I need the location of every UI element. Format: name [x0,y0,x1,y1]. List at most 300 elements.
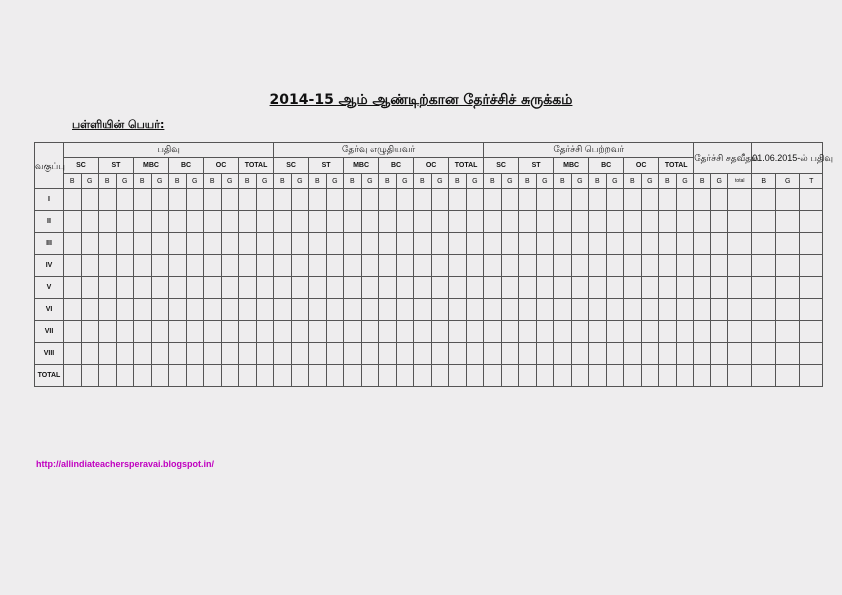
entry-cell[interactable] [519,365,537,387]
entry-cell[interactable] [291,233,309,255]
entry-cell[interactable] [116,211,134,233]
entry-cell[interactable] [344,189,362,211]
entry-cell[interactable] [752,343,776,365]
entry-cell[interactable] [606,255,624,277]
entry-cell[interactable] [624,189,642,211]
entry-cell[interactable] [221,189,239,211]
entry-cell[interactable] [344,299,362,321]
entry-cell[interactable] [151,189,169,211]
entry-cell[interactable] [501,277,519,299]
entry-cell[interactable] [711,277,728,299]
entry-cell[interactable] [204,299,222,321]
entry-cell[interactable] [361,321,379,343]
entry-cell[interactable] [99,365,117,387]
entry-cell[interactable] [221,211,239,233]
entry-cell[interactable] [641,365,659,387]
entry-cell[interactable] [776,277,800,299]
entry-cell[interactable] [484,299,502,321]
entry-cell[interactable] [396,321,414,343]
entry-cell[interactable] [606,189,624,211]
entry-cell[interactable] [659,233,677,255]
entry-cell[interactable] [554,189,572,211]
entry-cell[interactable] [81,365,99,387]
entry-cell[interactable] [396,299,414,321]
entry-cell[interactable] [484,365,502,387]
entry-cell[interactable] [431,299,449,321]
entry-cell[interactable] [752,211,776,233]
entry-cell[interactable] [64,211,82,233]
entry-cell[interactable] [711,299,728,321]
entry-cell[interactable] [186,321,204,343]
entry-cell[interactable] [134,233,152,255]
entry-cell[interactable] [396,233,414,255]
entry-cell[interactable] [536,255,554,277]
entry-cell[interactable] [752,189,776,211]
entry-cell[interactable] [466,321,484,343]
entry-cell[interactable] [676,343,694,365]
entry-cell[interactable] [694,277,711,299]
entry-cell[interactable] [571,189,589,211]
entry-cell[interactable] [711,233,728,255]
entry-cell[interactable] [274,211,292,233]
entry-cell[interactable] [396,343,414,365]
entry-cell[interactable] [274,255,292,277]
entry-cell[interactable] [81,299,99,321]
entry-cell[interactable] [624,277,642,299]
entry-cell[interactable] [309,233,327,255]
entry-cell[interactable] [99,277,117,299]
entry-cell[interactable] [641,277,659,299]
entry-cell[interactable] [589,299,607,321]
entry-cell[interactable] [800,211,823,233]
entry-cell[interactable] [694,343,711,365]
entry-cell[interactable] [309,277,327,299]
entry-cell[interactable] [589,189,607,211]
entry-cell[interactable] [501,299,519,321]
entry-cell[interactable] [659,211,677,233]
entry-cell[interactable] [466,343,484,365]
entry-cell[interactable] [536,299,554,321]
entry-cell[interactable] [379,343,397,365]
entry-cell[interactable] [221,233,239,255]
entry-cell[interactable] [256,277,274,299]
entry-cell[interactable] [221,365,239,387]
entry-cell[interactable] [379,255,397,277]
entry-cell[interactable] [659,255,677,277]
entry-cell[interactable] [186,255,204,277]
entry-cell[interactable] [309,211,327,233]
entry-cell[interactable] [169,343,187,365]
entry-cell[interactable] [466,211,484,233]
entry-cell[interactable] [239,277,257,299]
entry-cell[interactable] [624,211,642,233]
entry-cell[interactable] [116,233,134,255]
entry-cell[interactable] [589,365,607,387]
entry-cell[interactable] [676,255,694,277]
entry-cell[interactable] [134,321,152,343]
entry-cell[interactable] [134,343,152,365]
entry-cell[interactable] [326,321,344,343]
entry-cell[interactable] [501,211,519,233]
entry-cell[interactable] [361,255,379,277]
entry-cell[interactable] [606,211,624,233]
entry-cell[interactable] [431,233,449,255]
entry-cell[interactable] [291,255,309,277]
entry-cell[interactable] [554,365,572,387]
entry-cell[interactable] [554,321,572,343]
entry-cell[interactable] [571,299,589,321]
entry-cell[interactable] [554,299,572,321]
entry-cell[interactable] [309,365,327,387]
entry-cell[interactable] [134,255,152,277]
entry-cell[interactable] [606,343,624,365]
entry-cell[interactable] [186,299,204,321]
entry-cell[interactable] [466,365,484,387]
entry-cell[interactable] [134,299,152,321]
entry-cell[interactable] [800,277,823,299]
entry-cell[interactable] [728,277,752,299]
entry-cell[interactable] [571,211,589,233]
entry-cell[interactable] [151,299,169,321]
entry-cell[interactable] [800,255,823,277]
entry-cell[interactable] [484,233,502,255]
entry-cell[interactable] [414,189,432,211]
entry-cell[interactable] [641,211,659,233]
entry-cell[interactable] [64,233,82,255]
entry-cell[interactable] [256,189,274,211]
entry-cell[interactable] [116,299,134,321]
entry-cell[interactable] [694,299,711,321]
entry-cell[interactable] [379,277,397,299]
entry-cell[interactable] [536,365,554,387]
footer-link[interactable]: http://allindiateachersperavai.blogspot.in/ [36,459,215,469]
entry-cell[interactable] [169,365,187,387]
entry-cell[interactable] [606,299,624,321]
entry-cell[interactable] [776,255,800,277]
entry-cell[interactable] [519,189,537,211]
entry-cell[interactable] [501,343,519,365]
entry-cell[interactable] [116,321,134,343]
entry-cell[interactable] [344,365,362,387]
entry-cell[interactable] [519,321,537,343]
entry-cell[interactable] [116,277,134,299]
entry-cell[interactable] [589,321,607,343]
entry-cell[interactable] [309,321,327,343]
entry-cell[interactable] [81,211,99,233]
entry-cell[interactable] [379,299,397,321]
entry-cell[interactable] [519,299,537,321]
entry-cell[interactable] [676,365,694,387]
entry-cell[interactable] [776,321,800,343]
entry-cell[interactable] [711,365,728,387]
entry-cell[interactable] [676,211,694,233]
entry-cell[interactable] [169,189,187,211]
entry-cell[interactable] [431,365,449,387]
entry-cell[interactable] [752,365,776,387]
entry-cell[interactable] [536,233,554,255]
entry-cell[interactable] [134,211,152,233]
entry-cell[interactable] [274,365,292,387]
entry-cell[interactable] [151,365,169,387]
entry-cell[interactable] [64,321,82,343]
entry-cell[interactable] [431,321,449,343]
entry-cell[interactable] [466,189,484,211]
entry-cell[interactable] [169,211,187,233]
entry-cell[interactable] [776,233,800,255]
entry-cell[interactable] [449,233,467,255]
entry-cell[interactable] [571,233,589,255]
entry-cell[interactable] [81,189,99,211]
entry-cell[interactable] [414,299,432,321]
entry-cell[interactable] [466,255,484,277]
entry-cell[interactable] [536,189,554,211]
entry-cell[interactable] [776,365,800,387]
entry-cell[interactable] [606,277,624,299]
entry-cell[interactable] [641,255,659,277]
entry-cell[interactable] [554,211,572,233]
entry-cell[interactable] [589,233,607,255]
entry-cell[interactable] [169,277,187,299]
entry-cell[interactable] [274,343,292,365]
entry-cell[interactable] [344,277,362,299]
entry-cell[interactable] [291,365,309,387]
entry-cell[interactable] [396,255,414,277]
entry-cell[interactable] [449,189,467,211]
entry-cell[interactable] [466,299,484,321]
entry-cell[interactable] [449,255,467,277]
entry-cell[interactable] [449,299,467,321]
entry-cell[interactable] [694,365,711,387]
entry-cell[interactable] [659,277,677,299]
entry-cell[interactable] [309,299,327,321]
entry-cell[interactable] [624,343,642,365]
entry-cell[interactable] [752,277,776,299]
entry-cell[interactable] [169,321,187,343]
entry-cell[interactable] [99,255,117,277]
entry-cell[interactable] [204,189,222,211]
entry-cell[interactable] [728,211,752,233]
entry-cell[interactable] [501,321,519,343]
entry-cell[interactable] [256,321,274,343]
entry-cell[interactable] [81,321,99,343]
entry-cell[interactable] [571,277,589,299]
entry-cell[interactable] [466,277,484,299]
entry-cell[interactable] [256,255,274,277]
entry-cell[interactable] [536,211,554,233]
entry-cell[interactable] [466,233,484,255]
entry-cell[interactable] [239,321,257,343]
entry-cell[interactable] [379,189,397,211]
entry-cell[interactable] [221,277,239,299]
entry-cell[interactable] [221,255,239,277]
entry-cell[interactable] [431,255,449,277]
entry-cell[interactable] [151,255,169,277]
entry-cell[interactable] [204,233,222,255]
entry-cell[interactable] [752,233,776,255]
entry-cell[interactable] [414,343,432,365]
entry-cell[interactable] [239,233,257,255]
entry-cell[interactable] [64,277,82,299]
entry-cell[interactable] [64,189,82,211]
entry-cell[interactable] [326,211,344,233]
entry-cell[interactable] [589,277,607,299]
entry-cell[interactable] [606,233,624,255]
entry-cell[interactable] [274,189,292,211]
entry-cell[interactable] [204,211,222,233]
entry-cell[interactable] [239,343,257,365]
entry-cell[interactable] [728,189,752,211]
entry-cell[interactable] [134,277,152,299]
entry-cell[interactable] [396,277,414,299]
entry-cell[interactable] [116,255,134,277]
entry-cell[interactable] [326,277,344,299]
entry-cell[interactable] [800,233,823,255]
entry-cell[interactable] [484,343,502,365]
entry-cell[interactable] [776,189,800,211]
entry-cell[interactable] [64,299,82,321]
entry-cell[interactable] [274,233,292,255]
entry-cell[interactable] [151,321,169,343]
entry-cell[interactable] [204,277,222,299]
entry-cell[interactable] [728,321,752,343]
entry-cell[interactable] [641,343,659,365]
entry-cell[interactable] [326,365,344,387]
entry-cell[interactable] [344,321,362,343]
entry-cell[interactable] [361,277,379,299]
entry-cell[interactable] [776,299,800,321]
entry-cell[interactable] [309,343,327,365]
entry-cell[interactable] [571,343,589,365]
entry-cell[interactable] [99,211,117,233]
entry-cell[interactable] [800,343,823,365]
entry-cell[interactable] [204,343,222,365]
entry-cell[interactable] [676,299,694,321]
entry-cell[interactable] [449,211,467,233]
entry-cell[interactable] [484,277,502,299]
entry-cell[interactable] [571,255,589,277]
entry-cell[interactable] [676,277,694,299]
entry-cell[interactable] [641,233,659,255]
entry-cell[interactable] [624,255,642,277]
entry-cell[interactable] [204,255,222,277]
entry-cell[interactable] [239,211,257,233]
entry-cell[interactable] [414,255,432,277]
entry-cell[interactable] [414,277,432,299]
entry-cell[interactable] [361,233,379,255]
entry-cell[interactable] [519,255,537,277]
entry-cell[interactable] [116,343,134,365]
entry-cell[interactable] [134,189,152,211]
entry-cell[interactable] [221,299,239,321]
entry-cell[interactable] [589,255,607,277]
entry-cell[interactable] [256,343,274,365]
entry-cell[interactable] [81,255,99,277]
entry-cell[interactable] [81,277,99,299]
entry-cell[interactable] [641,189,659,211]
entry-cell[interactable] [274,299,292,321]
entry-cell[interactable] [728,343,752,365]
entry-cell[interactable] [239,365,257,387]
entry-cell[interactable] [309,189,327,211]
entry-cell[interactable] [379,233,397,255]
entry-cell[interactable] [344,343,362,365]
entry-cell[interactable] [676,189,694,211]
entry-cell[interactable] [361,365,379,387]
entry-cell[interactable] [752,255,776,277]
entry-cell[interactable] [800,321,823,343]
entry-cell[interactable] [519,343,537,365]
entry-cell[interactable] [256,365,274,387]
entry-cell[interactable] [711,321,728,343]
entry-cell[interactable] [99,189,117,211]
entry-cell[interactable] [431,189,449,211]
entry-cell[interactable] [519,233,537,255]
entry-cell[interactable] [589,343,607,365]
entry-cell[interactable] [484,255,502,277]
entry-cell[interactable] [571,321,589,343]
entry-cell[interactable] [169,255,187,277]
entry-cell[interactable] [624,233,642,255]
entry-cell[interactable] [221,343,239,365]
entry-cell[interactable] [659,189,677,211]
entry-cell[interactable] [711,189,728,211]
entry-cell[interactable] [326,189,344,211]
entry-cell[interactable] [728,233,752,255]
entry-cell[interactable] [326,343,344,365]
entry-cell[interactable] [776,343,800,365]
entry-cell[interactable] [676,233,694,255]
entry-cell[interactable] [99,299,117,321]
entry-cell[interactable] [449,277,467,299]
entry-cell[interactable] [606,365,624,387]
entry-cell[interactable] [414,365,432,387]
entry-cell[interactable] [81,233,99,255]
entry-cell[interactable] [256,299,274,321]
entry-cell[interactable] [484,211,502,233]
entry-cell[interactable] [326,299,344,321]
entry-cell[interactable] [711,211,728,233]
entry-cell[interactable] [554,277,572,299]
entry-cell[interactable] [800,189,823,211]
entry-cell[interactable] [776,211,800,233]
entry-cell[interactable] [361,343,379,365]
entry-cell[interactable] [151,277,169,299]
entry-cell[interactable] [256,211,274,233]
entry-cell[interactable] [711,343,728,365]
entry-cell[interactable] [694,255,711,277]
entry-cell[interactable] [239,189,257,211]
entry-cell[interactable] [694,233,711,255]
entry-cell[interactable] [291,321,309,343]
entry-cell[interactable] [449,343,467,365]
entry-cell[interactable] [694,211,711,233]
entry-cell[interactable] [379,211,397,233]
entry-cell[interactable] [186,277,204,299]
entry-cell[interactable] [151,233,169,255]
entry-cell[interactable] [379,365,397,387]
entry-cell[interactable] [571,365,589,387]
entry-cell[interactable] [728,255,752,277]
entry-cell[interactable] [81,343,99,365]
entry-cell[interactable] [291,211,309,233]
entry-cell[interactable] [326,233,344,255]
entry-cell[interactable] [344,255,362,277]
entry-cell[interactable] [694,321,711,343]
entry-cell[interactable] [221,321,239,343]
entry-cell[interactable] [484,321,502,343]
entry-cell[interactable] [728,365,752,387]
entry-cell[interactable] [659,321,677,343]
